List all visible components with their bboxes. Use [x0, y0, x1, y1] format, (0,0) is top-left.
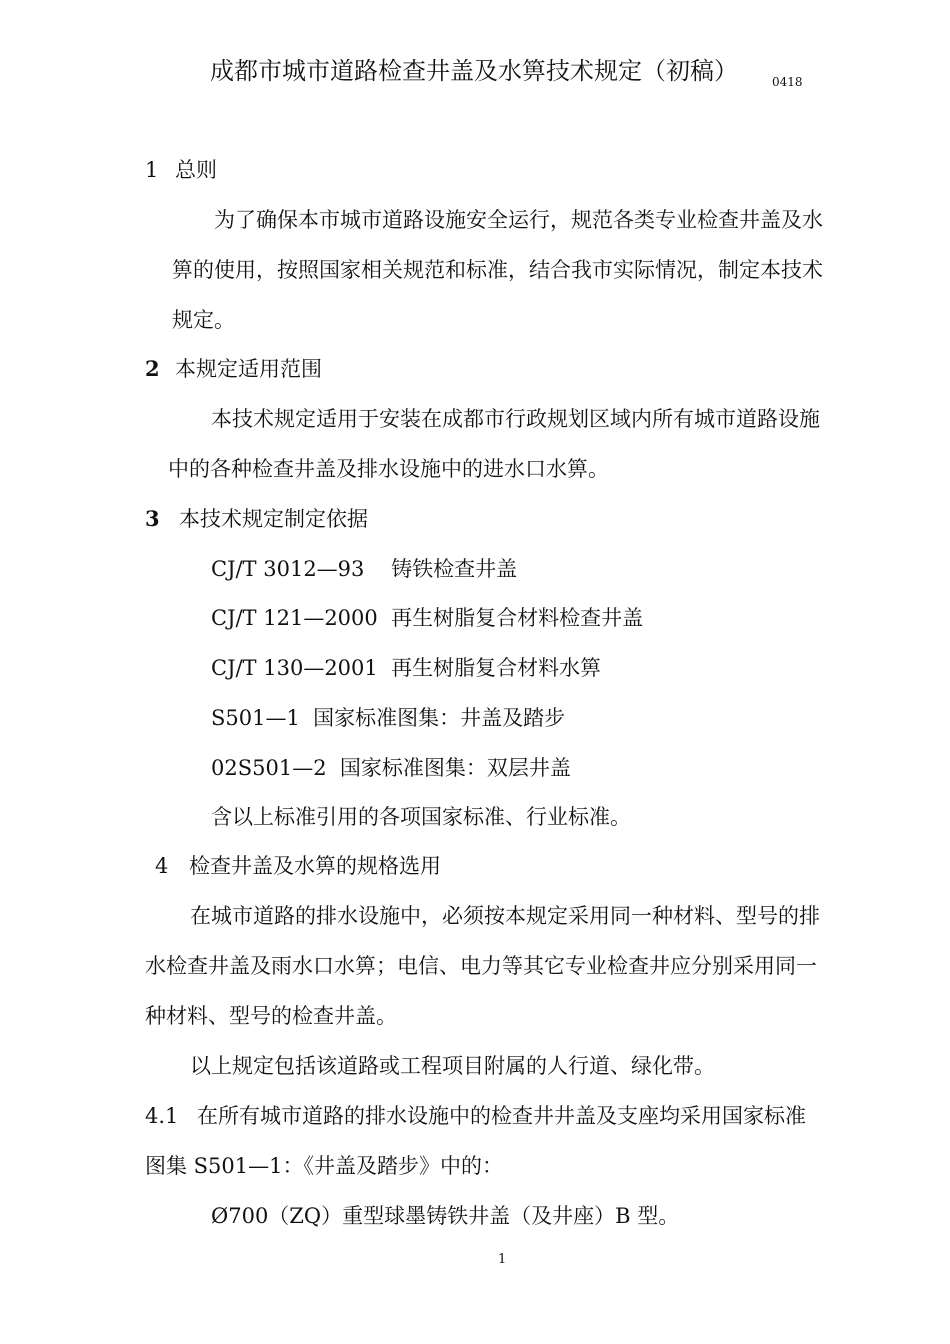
- paragraph-line: 本技术规定适用于安装在成都市行政规划区域内所有城市道路设施: [211, 407, 820, 431]
- standard-item: CJ/T 130—2001 再生树脂复合材料水箅: [211, 656, 602, 680]
- section-4-heading: [155, 852, 441, 880]
- section-4-1-text: 在所有城市道路的排水设施中的检查井井盖及支座均采用国家标准: [197, 1104, 806, 1128]
- paragraph-line: 种材料、型号的检查井盖。: [145, 1004, 397, 1028]
- section-1-heading: [145, 156, 217, 184]
- standard-item: CJ/T 121—2000 再生树脂复合材料检查井盖: [211, 606, 644, 630]
- section-2-title: 本规定适用范围: [175, 357, 322, 381]
- standard-item: CJ/T 3012—93 铸铁检查井盖: [211, 557, 518, 581]
- paragraph-line: 中的各种检查井盖及排水设施中的进水口水箅。: [168, 457, 609, 481]
- section-1-title: 总则: [175, 158, 217, 182]
- section-4-title: 检查井盖及水箅的规格选用: [189, 854, 441, 878]
- paragraph-line: 图集 S501—1：《井盖及踏步》中的：: [145, 1154, 504, 1178]
- section-4-1-number: 4.1: [145, 1104, 179, 1128]
- page-number: 1: [498, 1252, 507, 1267]
- paragraph-line: 水检查井盖及雨水口水箅；电信、电力等其它专业检查井应分别采用同一: [145, 954, 817, 978]
- standard-item: 含以上标准引用的各项国家标准、行业标准。: [211, 805, 631, 829]
- paragraph-line: 以上规定包括该道路或工程项目附属的人行道、绿化带。: [190, 1054, 715, 1078]
- section-2-number: 2: [145, 356, 160, 381]
- section-3-heading: [145, 505, 368, 533]
- section-2-heading: [145, 355, 322, 383]
- standard-item: S501—1 国家标准图集：井盖及踏步: [211, 706, 566, 730]
- section-4-number: 4: [155, 854, 169, 878]
- section-3-title: 本技术规定制定依据: [179, 507, 368, 531]
- document-title: 成都市城市道路检查井盖及水箅技术规定（初稿）: [210, 57, 738, 85]
- document-title-code: 0418: [772, 75, 803, 89]
- paragraph-line: 在城市道路的排水设施中，必须按本规定采用同一种材料、型号的排: [190, 904, 820, 928]
- section-4-1-line: [145, 1102, 806, 1130]
- paragraph-line: 箅的使用，按照国家相关规范和标准，结合我市实际情况，制定本技术: [172, 258, 823, 282]
- section-1-number: 1: [145, 158, 159, 182]
- section-3-number: 3: [145, 506, 160, 531]
- paragraph-line: 为了确保本市城市道路设施安全运行，规范各类专业检查井盖及水: [214, 208, 823, 232]
- manhole-cover-spec: Ø700（ZQ）重型球墨铸铁井盖（及井座）B 型。: [211, 1204, 680, 1228]
- paragraph-line: 规定。: [172, 308, 235, 332]
- standard-item: 02S501—2 国家标准图集：双层井盖: [211, 756, 571, 780]
